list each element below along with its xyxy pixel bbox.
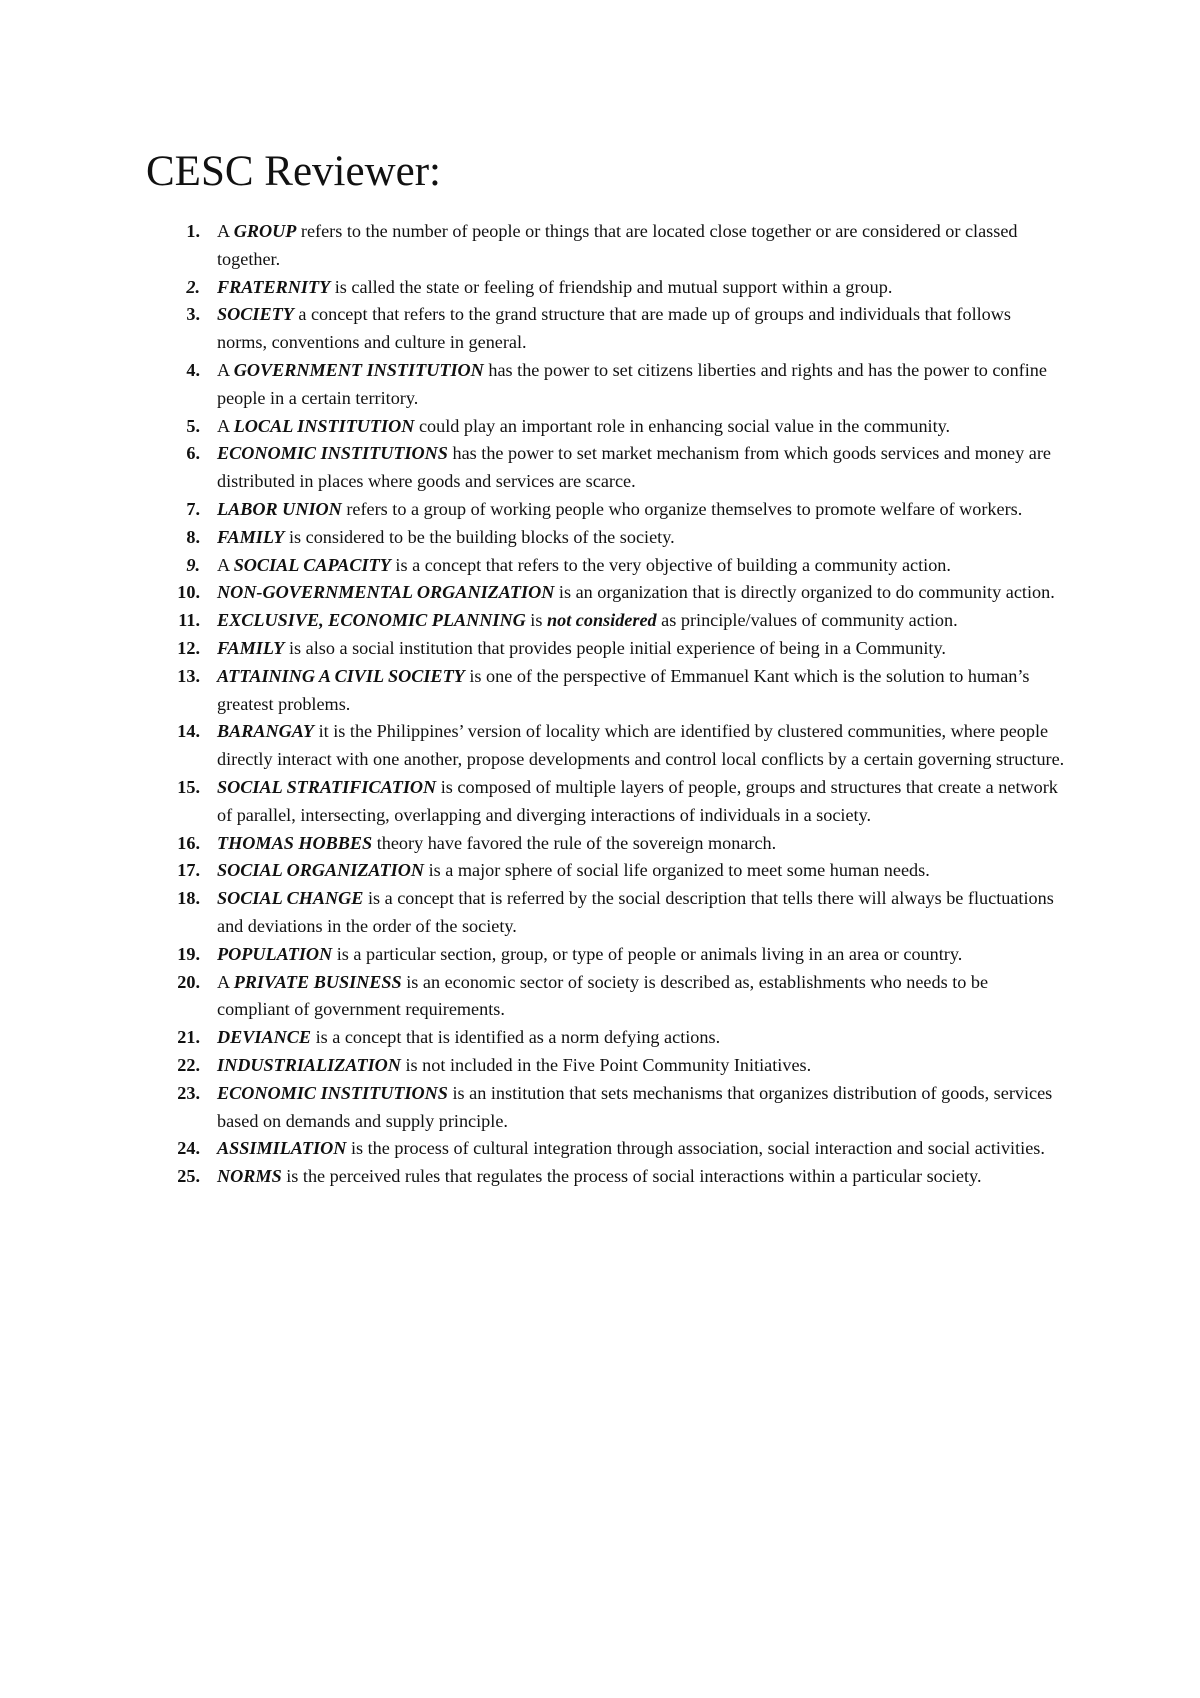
item-number: 15. (177, 776, 200, 797)
list-item (160, 718, 1065, 774)
item-term: LABOR UNION (217, 498, 342, 519)
list-item (160, 635, 1065, 663)
item-definition: is a concept that refers to the very objective of building a community action. (390, 554, 951, 575)
list-item (160, 524, 1065, 552)
item-number: 18. (177, 888, 200, 909)
item-term: ECONOMIC INSTITUTIONS (217, 443, 448, 464)
item-term: FAMILY (217, 637, 285, 658)
item-definition: is a major sphere of social life organized to meet some human needs. (424, 860, 930, 881)
item-number: 6. (186, 443, 200, 464)
item-prefix: A (217, 359, 234, 380)
item-definition: is an economic sector of society is described as, establishments who needs to be compliant of government requirements. (217, 971, 989, 1020)
item-number: 12. (177, 637, 200, 658)
item-number: 24. (177, 1138, 200, 1159)
item-definition: is not included in the Five Point Community Initiatives. (400, 1054, 812, 1075)
item-definition: is a concept that is referred by the social description that tells there will always be fluctuations and deviations in the order of the society. (217, 888, 1054, 936)
review-list (160, 218, 1065, 1191)
list-item (160, 413, 1065, 441)
item-connector: is (525, 610, 547, 631)
item-number: 2. (186, 276, 200, 297)
list-item (160, 579, 1065, 607)
item-number: 19. (177, 943, 200, 964)
item-definition: has the power to set market mechanism from which goods services and money are distributed in places where goods and services are scarce. (217, 443, 1051, 492)
item-term: FRATERNITY (217, 276, 331, 297)
list-item (160, 301, 1065, 357)
list-item (160, 607, 1065, 635)
list-item (160, 496, 1065, 524)
item-number: 20. (177, 971, 200, 992)
list-item (160, 969, 1065, 1025)
item-definition: refers to the number of people or things that are located close together or are considered or classed together. (217, 221, 1018, 269)
item-number: 16. (177, 832, 200, 853)
item-definition: is a particular section, group, or type of people or animals living in an area or country. (332, 943, 963, 964)
item-definition: is also a social institution that provides people initial experience of being in a Community. (284, 637, 946, 658)
list-item (160, 1080, 1065, 1136)
item-number: 17. (177, 860, 200, 881)
list-item (160, 1052, 1065, 1080)
item-prefix: A (217, 554, 234, 575)
list-item (160, 552, 1065, 580)
item-number: 21. (177, 1027, 200, 1048)
item-term: ASSIMILATION (217, 1138, 347, 1159)
item-term: NORMS (217, 1166, 282, 1187)
list-item (160, 440, 1065, 496)
item-prefix: A (217, 971, 234, 992)
item-number: 3. (186, 304, 200, 325)
item-term: DEVIANCE (217, 1027, 312, 1048)
item-term: SOCIAL CHANGE (217, 888, 364, 909)
item-term: SOCIAL CAPACITY (233, 554, 391, 575)
item-definition: is composed of multiple layers of people, groups and structures that create a network of parallel, intersecting, overlapping and diverging interactions of individuals in a society. (217, 776, 1058, 825)
item-definition: is one of the perspective of Emmanuel Kant which is the solution to human’s greatest problems. (217, 665, 1030, 714)
item-term: EXCLUSIVE, ECONOMIC PLANNING (217, 610, 526, 631)
item-number: 13. (177, 665, 200, 686)
page-title: CESC Reviewer: (146, 148, 441, 195)
item-term: THOMAS HOBBES (217, 832, 373, 853)
item-number: 9. (186, 554, 200, 575)
item-definition: as principle/values of community action. (656, 610, 958, 631)
item-emphasis: not considered (546, 610, 657, 631)
item-term: LOCAL INSTITUTION (233, 415, 415, 436)
list-item (160, 941, 1065, 969)
item-definition: is the process of cultural integration through association, social interaction and social activities. (346, 1138, 1045, 1159)
item-number: 1. (186, 221, 200, 241)
item-number: 22. (177, 1054, 200, 1075)
item-definition: theory have favored the rule of the sovereign monarch. (372, 832, 777, 853)
item-definition: is called the state or feeling of friendship and mutual support within a group. (330, 276, 893, 297)
item-term: INDUSTRIALIZATION (217, 1054, 401, 1075)
item-definition: could play an important role in enhancing social value in the community. (414, 415, 951, 436)
list-item (160, 830, 1065, 858)
item-number: 25. (177, 1166, 200, 1187)
list-item (160, 1163, 1065, 1191)
item-term: ECONOMIC INSTITUTIONS (217, 1082, 448, 1103)
item-definition: has the power to set citizens liberties and rights and has the power to confine people in a certain territory. (217, 359, 1047, 408)
item-term: BARANGAY (217, 721, 315, 742)
list-item (160, 774, 1065, 830)
item-term: SOCIETY (217, 304, 294, 325)
item-term: NON-GOVERNMENTAL ORGANIZATION (217, 582, 555, 603)
item-term: PRIVATE BUSINESS (233, 971, 402, 992)
item-number: 4. (186, 359, 200, 380)
list-item (160, 357, 1065, 413)
item-number: 8. (186, 526, 200, 547)
item-term: POPULATION (217, 943, 333, 964)
item-number: 11. (178, 610, 200, 631)
item-definition: is the perceived rules that regulates the process of social interactions within a particular society. (281, 1166, 982, 1187)
item-number: 10. (177, 582, 200, 603)
item-prefix: A (217, 415, 234, 436)
list-item (160, 1024, 1065, 1052)
item-term: SOCIAL ORGANIZATION (217, 860, 425, 881)
list-item (160, 1135, 1065, 1163)
item-number: 14. (177, 721, 200, 742)
list-item (160, 857, 1065, 885)
list-item (160, 218, 1065, 274)
item-term: GROUP (233, 221, 297, 241)
item-definition: refers to a group of working people who organize themselves to promote welfare of workers. (341, 498, 1023, 519)
item-term: FAMILY (217, 526, 285, 547)
item-definition: is considered to be the building blocks of the society. (284, 526, 675, 547)
item-number: 23. (177, 1082, 200, 1103)
item-definition: is a concept that is identified as a norm defying actions. (311, 1027, 721, 1048)
list-item (160, 885, 1065, 941)
item-definition: is an institution that sets mechanisms that organizes distribution of goods, services based on demands and supply principle. (217, 1082, 1053, 1131)
item-definition: it is the Philippines’ version of locality which are identified by clustered communities, where people directly interact with one another, propose developments and control local conflicts by a certain governing structure. (217, 721, 1065, 770)
item-term: SOCIAL STRATIFICATION (217, 776, 437, 797)
item-definition: a concept that refers to the grand structure that are made up of groups and individuals that follows norms, conventions and culture in general. (217, 304, 1011, 353)
item-number: 5. (186, 415, 200, 436)
item-term: GOVERNMENT INSTITUTION (233, 359, 484, 380)
item-definition: is an organization that is directly organized to do community action. (554, 582, 1055, 603)
item-term: ATTAINING A CIVIL SOCIETY (217, 665, 465, 686)
list-item (160, 663, 1065, 719)
item-number: 7. (186, 498, 200, 519)
list-item (160, 274, 1065, 302)
item-prefix: A (217, 221, 234, 241)
